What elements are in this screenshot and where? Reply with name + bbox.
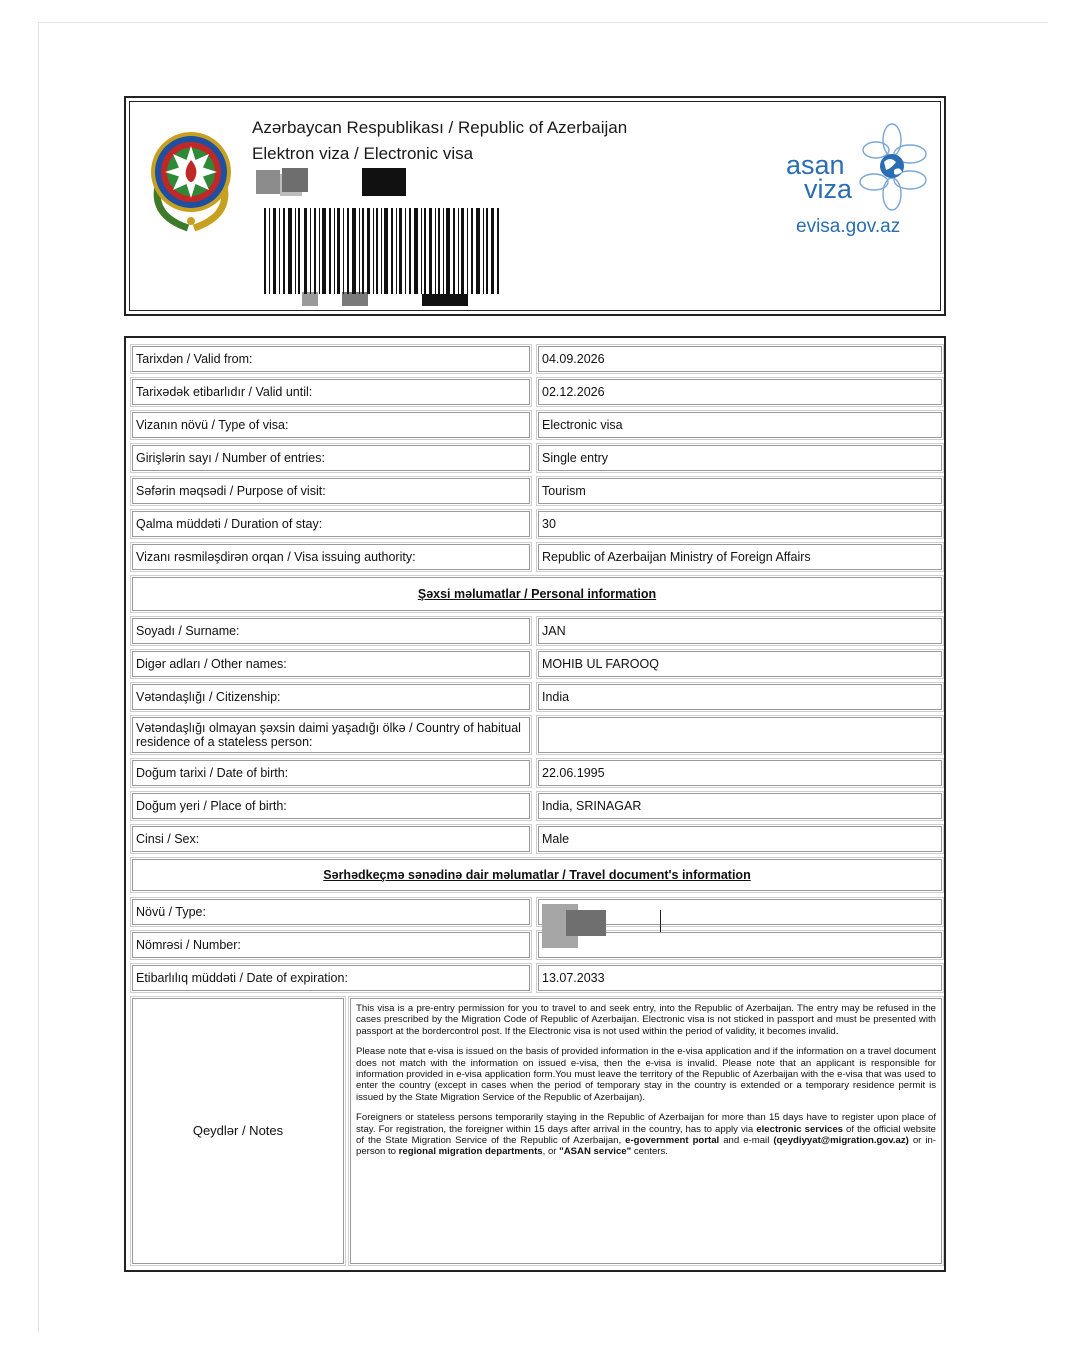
redacted-block [342,292,368,306]
field-label: Tarixədək etibarlıdır / Valid until: [132,379,530,405]
field-label: Növü / Type: [132,899,530,925]
field-value: Republic of Azerbaijan Ministry of Foreign Affairs [538,544,942,570]
notes-text-fragment: , or [542,1146,560,1158]
notes-link-e-government-portal: e-government portal [625,1135,720,1147]
page-edge [38,22,1048,23]
field-value: 13.07.2033 [538,965,942,991]
notes-text-fragment: and e-mail [719,1135,774,1147]
field-value: 04.09.2026 [538,346,942,372]
field-value: 02.12.2026 [538,379,942,405]
field-label: Digər adları / Other names: [132,651,530,677]
barcode [264,208,500,294]
notes-paragraph [356,1112,936,1158]
asan-viza-logo [782,120,932,240]
field-label: Cinsi / Sex: [132,826,530,852]
redacted-block [422,294,468,306]
field-label: Doğum yeri / Place of birth: [132,793,530,819]
field-value: 30 [538,511,942,537]
field-value: India [538,684,942,710]
notes-text-fragment: Foreigners or stateless persons temporarily staying in the Republic of Azerbaijan for more than 15 days have to register upon place of stay. For registration, the foreigner within 15 days after arrival in the country, has to apply via [356,1112,936,1135]
notes-label: Qeydlər / Notes [132,998,344,1264]
field-value: India, SRINAGAR [538,793,942,819]
notes-regional-departments: regional migration departments [398,1146,543,1158]
logo-url: evisa.gov.az [796,216,901,237]
field-label: Vətəndaşlığı olmayan şəxsin daimi yaşadığı ölkə / Country of habitual residence of a stateless person: [132,717,530,753]
redacted-block [566,910,606,936]
field-label: Tarixdən / Valid from: [132,346,530,372]
redacted-block [256,170,280,194]
field-label: Doğum tarixi / Date of birth: [132,760,530,786]
field-value: 22.06.1995 [538,760,942,786]
notes-email: (qeydiyyat@migration.gov.az) [773,1135,909,1147]
field-label: Soyadı / Surname: [132,618,530,644]
field-label: Vizanı rəsmiləşdirən orqan / Visa issuing authority: [132,544,530,570]
field-value: Tourism [538,478,942,504]
field-value: Electronic visa [538,412,942,438]
field-label: Nömrəsi / Number: [132,932,530,958]
redacted-block [282,168,308,192]
text-cursor [660,910,661,932]
field-label: Vətəndaşlığı / Citizenship: [132,684,530,710]
section-title-personal: Şəxsi məlumatlar / Personal information [132,577,942,611]
document-title-country: Azərbaycan Respublikası / Republic of Azerbaijan [252,118,628,137]
field-value: Male [538,826,942,852]
notes-link-electronic-services: electronic services [756,1123,844,1135]
field-label: Girişlərin sayı / Number of entries: [132,445,530,471]
notes-text-fragment: centers. [631,1146,668,1158]
field-value [538,717,942,753]
redacted-block [302,292,318,306]
field-label: Vizanın növü / Type of visa: [132,412,530,438]
field-label: Etibarlılıq müddəti / Date of expiration: [132,965,530,991]
visa-header [124,96,946,316]
page-edge [38,22,39,1332]
visa-details-table [124,336,946,1272]
notes-text [350,998,942,1264]
logo-word-asan: asan [786,150,845,180]
redacted-block [362,168,406,196]
visa-header-inner [129,101,941,311]
notes-paragraph: This visa is a pre-entry permission for you to travel to and seek entry, into the Republic of Azerbaijan. The entry may be refused in the cases prescribed by the Migration Code of Republic of Azerbaijan. Electronic visa is not sticked in passport and must be presented with passport at the bordercontrol post. If the Electronic visa is not used within the period of validity, it becomes invalid. [356,1003,936,1037]
notes-text-fragment: of the official website of the State Migration Service of the Republic of Azerbaijan, [356,1123,936,1147]
field-value: JAN [538,618,942,644]
coat-of-arms-icon [148,126,234,232]
field-label: Qalma müddəti / Duration of stay: [132,511,530,537]
notes-text-fragment: or in-person to [356,1135,936,1158]
section-title-travel-document: Sərhədkeçmə sənədinə dair məlumatlar / Travel document's information [132,859,942,891]
document-title-type: Elektron viza / Electronic visa [252,144,474,163]
field-value: MOHIB UL FAROOQ [538,651,942,677]
notes-asan-service: "ASAN service" [559,1146,632,1158]
field-value: Single entry [538,445,942,471]
notes-paragraph: Please note that e-visa is issued on the basis of provided information in the e-visa application and if the information on a travel document does not match with the information on issued e-visa, then the e-visa is invalid. Please note that an applicant is responsible for information provided in e-visa application form.You must leave the territory of the Republic of Azerbaijan with the e-visa that was used to enter the country (except in cases when the period of temporary stay in the country is extended or a temporary residence permit is issued by the State Migration Service of the Republic of Azerbaijan). [356,1046,936,1103]
field-label: Səfərin məqsədi / Purpose of visit: [132,478,530,504]
logo-word-viza: viza [804,174,853,204]
